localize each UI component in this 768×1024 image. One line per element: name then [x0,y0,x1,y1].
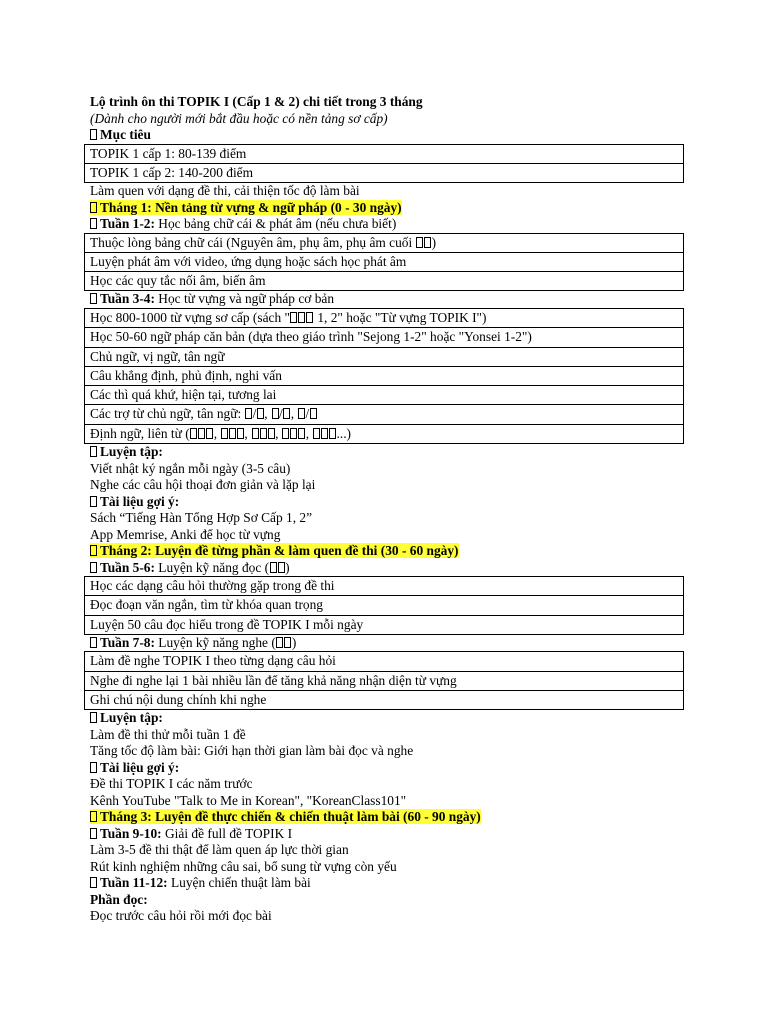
week-label: Tuần 5-6: [100,559,155,575]
missing-glyph-icon [278,562,285,573]
list-item: Đọc trước câu hỏi rồi mới đọc bài [90,908,272,924]
table-row: TOPIK 1 cấp 2: 140-200 điểm [85,163,683,182]
missing-glyph-icon [229,428,236,439]
missing-glyph-icon [206,428,213,439]
missing-glyph-icon [90,562,97,573]
table-row: Chủ ngữ, vị ngữ, tân ngữ [85,347,683,366]
week-label: Tuần 11-12: [100,875,168,891]
list-item: Đề thi TOPIK I các năm trước [90,776,253,792]
row-text-tail: 1, 2" hoặc "Từ vựng TOPIK I") [313,309,487,325]
list-item: Nghe các câu hội thoại đơn giản và lặp lại [90,477,316,493]
month3-heading-text: Tháng 3: Luyện đề thực chiến & chiến thuật làm bài (60 - 90 ngày) [100,809,481,825]
table-row: Nghe đi nghe lại 1 bài nhiều lần để tăng khả năng nhận diện từ vựng [85,671,683,690]
missing-glyph-icon [190,428,197,439]
week-text: Giải đề full đề TOPIK I [161,825,293,841]
missing-glyph-icon [90,762,97,773]
missing-glyph-icon [257,408,264,419]
resources-heading-text: Tài liệu gợi ý: [100,759,180,775]
month2-heading [90,543,684,560]
week-11-12-line [90,875,684,892]
practice-heading-text: Luyện tập: [100,710,163,726]
list-item: Sách “Tiếng Hàn Tổng Hợp Sơ Cấp 1, 2” [90,510,313,526]
week-label: Tuần 1-2: [100,216,155,232]
goals-heading-text: Mục tiêu [100,127,151,142]
month1-heading [90,200,684,217]
table-row: Câu khẳng định, phủ định, nghi vấn [85,366,683,385]
missing-glyph-icon [282,428,289,439]
table-row: Các trợ từ chủ ngữ, tân ngữ: / , / , / [85,404,683,423]
missing-glyph-icon [321,428,328,439]
week-text: Luyện kỹ năng nghe ( [154,634,276,650]
week-3-4-table [84,308,684,444]
week-7-8-line: Tuần 7-8: Luyện kỹ năng nghe ( ) [90,635,684,652]
resources-heading [90,760,684,777]
table-row: Đọc đoạn văn ngắn, tìm từ khóa quan trọng [85,595,683,614]
resources-heading-text: Tài liệu gợi ý: [100,493,180,509]
missing-glyph-icon [310,408,317,419]
list-item: Làm 3-5 đề thi thật để làm quen áp lực thời gian [90,842,349,858]
list-item: Kênh YouTube "Talk to Me in Korean", "KoreanClass101" [90,792,407,808]
missing-glyph-icon [276,637,283,648]
week-1-2-table [84,233,684,292]
table-row: Học các quy tắc nối âm, biến âm [85,271,683,290]
missing-glyph-icon [90,129,97,140]
week-9-10-line [90,826,684,843]
goals-table [84,144,684,184]
table-row: Các thì quá khứ, hiện tại, tương lai [85,385,683,404]
month2-heading-text: Tháng 2: Luyện đề từng phần & làm quen đề thi (30 - 60 ngày) [100,543,459,559]
missing-glyph-icon [290,428,297,439]
missing-glyph-icon [237,428,244,439]
missing-glyph-icon [90,293,97,304]
week-7-8-table [84,651,684,710]
week-text: Học bảng chữ cái & phát âm (nếu chưa biết) [154,216,397,232]
missing-glyph-icon [245,408,252,419]
month3-heading [90,809,684,826]
row-text: Học 800-1000 từ vựng sơ cấp (sách " [90,309,290,325]
missing-glyph-icon [90,712,97,723]
missing-glyph-icon [90,877,97,888]
missing-glyph-icon [313,428,320,439]
document-page [90,94,684,925]
missing-glyph-icon [198,428,205,439]
missing-glyph-icon [424,237,431,248]
week-text: Luyện chiến thuật làm bài [167,875,311,891]
missing-glyph-icon [416,237,423,248]
missing-glyph-icon [298,428,305,439]
list-item: App Memrise, Anki để học từ vựng [90,526,281,542]
missing-glyph-icon [90,637,97,648]
week-5-6-table [84,576,684,635]
practice-heading-text: Luyện tập: [100,444,163,460]
list-item: Viết nhật ký ngắn mỗi ngày (3-5 câu) [90,460,291,476]
missing-glyph-icon [298,312,305,323]
missing-glyph-icon [268,428,275,439]
table-row: Định ngữ, liên từ ( , , , , ...) [85,424,683,443]
table-row: Làm đề nghe TOPIK I theo từng dạng câu hỏi [90,653,336,669]
month1-heading-text: Tháng 1: Nền tảng từ vựng & ngữ pháp (0 - 30 ngày) [100,199,402,215]
missing-glyph-icon [221,428,228,439]
missing-glyph-icon [290,312,297,323]
missing-glyph-icon [284,637,291,648]
row-text: Thuộc lòng bảng chữ cái (Nguyên âm, phụ âm, phụ âm cuối [90,234,416,250]
week-1-2-line [90,216,684,233]
table-row: Học 50-60 ngữ pháp căn bản (dựa theo giáo trình "Sejong 1-2" hoặc "Yonsei 1-2") [85,327,683,346]
week-label: Tuần 3-4: [100,291,155,307]
table-row: Thuộc lòng bảng chữ cái (Nguyên âm, phụ âm, phụ âm cuối ) [90,234,437,250]
missing-glyph-icon [283,408,290,419]
missing-glyph-icon [90,218,97,229]
reading-heading: Phần đọc: [90,891,148,907]
missing-glyph-icon [306,312,313,323]
practice-heading [90,710,684,727]
week-5-6-line: Tuần 5-6: Luyện kỹ năng đọc ( ) [90,560,684,577]
missing-glyph-icon [90,811,97,822]
document-title: Lộ trình ôn thi TOPIK I (Cấp 1 & 2) chi tiết trong 3 tháng [90,94,423,109]
goals-heading [90,127,684,144]
document-subtitle: (Dành cho người mới bắt đầu hoặc có nền tảng sơ cấp) [90,110,388,126]
missing-glyph-icon [90,496,97,507]
row-text: Các trợ từ chủ ngữ, tân ngữ: [90,406,245,422]
missing-glyph-icon [252,428,259,439]
missing-glyph-icon [90,202,97,213]
missing-glyph-icon [329,428,336,439]
list-item: Tăng tốc độ làm bài: Giới hạn thời gian làm bài đọc và nghe [90,743,414,759]
week-text: Học từ vựng và ngữ pháp cơ bản [154,291,335,307]
goals-note: Làm quen với dạng đề thi, cải thiện tốc độ làm bài [90,183,360,199]
practice-heading [90,444,684,461]
missing-glyph-icon [298,408,305,419]
missing-glyph-icon [90,828,97,839]
missing-glyph-icon [270,562,277,573]
missing-glyph-icon [90,446,97,457]
week-3-4-line [90,291,684,308]
missing-glyph-icon [260,428,267,439]
missing-glyph-icon [272,408,279,419]
row-text: Định ngữ, liên từ ( [90,425,190,441]
list-item: Rút kinh nghiệm những câu sai, bổ sung từ vựng còn yếu [90,858,397,874]
table-row: Học các dạng câu hỏi thường gặp trong đề thi [90,578,335,594]
table-row [85,309,683,327]
list-item: Làm đề thi thử mỗi tuần 1 đề [90,726,246,742]
week-text: Luyện kỹ năng đọc ( [154,559,270,575]
week-label: Tuần 7-8: [100,634,155,650]
table-row: Luyện 50 câu đọc hiểu trong đề TOPIK I mỗi ngày [85,615,683,634]
week-label: Tuần 9-10: [100,825,162,841]
table-row: TOPIK 1 cấp 1: 80-139 điểm [90,145,247,161]
table-row: Ghi chú nội dung chính khi nghe [85,690,683,709]
resources-heading [90,494,684,511]
table-row: Luyện phát âm với video, ứng dụng hoặc sách học phát âm [85,252,683,271]
missing-glyph-icon [90,545,97,556]
